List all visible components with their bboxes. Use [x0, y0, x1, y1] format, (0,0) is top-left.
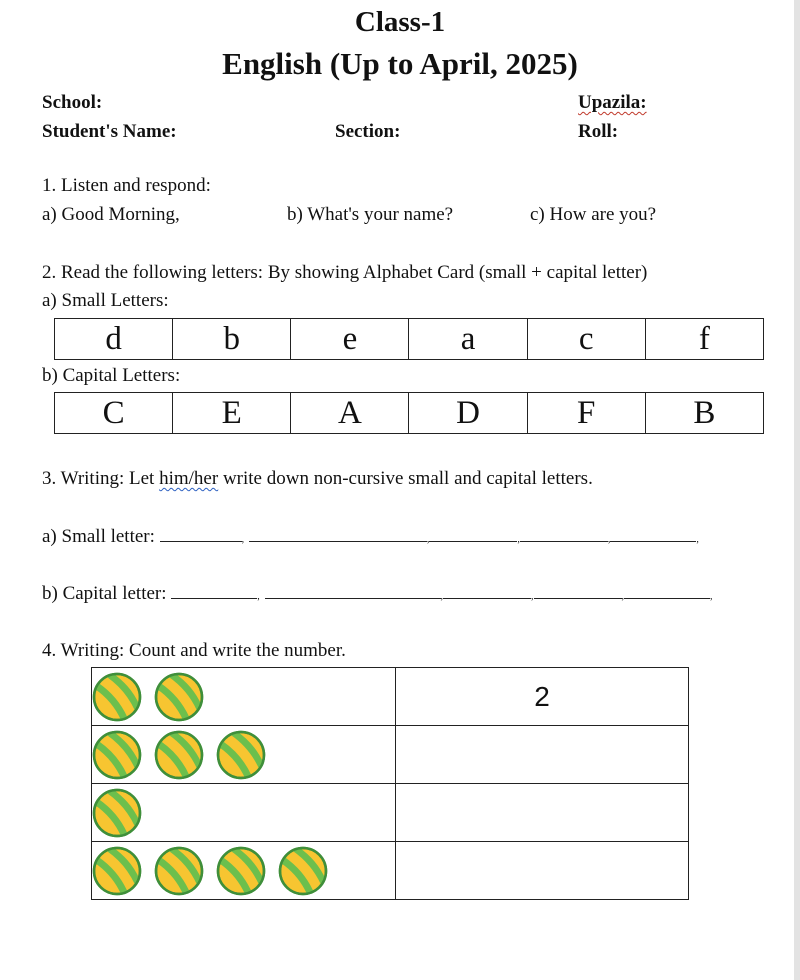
table-row: [92, 726, 689, 784]
section-label: Section:: [335, 121, 401, 142]
q3-prompt-after: write down non-cursive small and capital letters.: [218, 468, 593, 489]
answer-cell[interactable]: [396, 726, 689, 784]
answer-blank[interactable]: [624, 584, 710, 599]
letter-cell: e: [291, 319, 409, 360]
answer-blank[interactable]: [520, 527, 608, 542]
capital-letter-row: b) Capital letter: , , , , ,: [42, 583, 713, 604]
answer-cell[interactable]: 2: [396, 668, 689, 726]
q1-prompt: 1. Listen and respond:: [42, 175, 211, 196]
roll-label: Roll:: [578, 121, 619, 142]
letter-cell: f: [645, 319, 763, 360]
table-row: [92, 668, 689, 726]
q2-prompt: 2. Read the following letters: By showing Alphabet Card (small + capital letter): [42, 262, 648, 283]
balls-cell: [92, 726, 396, 784]
q4-prompt: 4. Writing: Count and write the number.: [42, 640, 346, 661]
upazila-label: Upazila:: [578, 92, 647, 113]
striped-ball-icon: [216, 730, 266, 780]
balls-cell: [92, 668, 396, 726]
letter-cell: C: [55, 393, 173, 434]
balls-cell: [92, 842, 396, 900]
letter-cell: a: [409, 319, 527, 360]
striped-ball-icon: [278, 846, 328, 896]
answer-blank[interactable]: [443, 584, 531, 599]
q3-prompt: [42, 468, 593, 490]
small-letter-row: a) Small letter: , , , , ,: [42, 526, 699, 547]
letter-cell: F: [527, 393, 645, 434]
small-letters-table: [54, 318, 764, 360]
class-title: Class-1: [354, 6, 446, 38]
striped-ball-icon: [154, 846, 204, 896]
striped-ball-icon: [92, 730, 142, 780]
q3-prompt-flagged: him/her: [159, 468, 219, 489]
answer-blank[interactable]: [171, 584, 257, 599]
striped-ball-icon: [92, 788, 142, 838]
small-letters-label: a) Small Letters:: [42, 290, 169, 311]
striped-ball-icon: [154, 672, 204, 722]
capital-letters-table: [54, 392, 764, 434]
striped-ball-icon: [92, 672, 142, 722]
letter-cell: A: [291, 393, 409, 434]
striped-ball-icon: [92, 846, 142, 896]
table-row: [92, 784, 689, 842]
answer-cell[interactable]: [396, 784, 689, 842]
answer-blank[interactable]: [249, 527, 427, 542]
answer-cell[interactable]: [396, 842, 689, 900]
letter-cell: B: [645, 393, 763, 434]
capital-letters-label: b) Capital Letters:: [42, 365, 181, 386]
answer-blank[interactable]: [265, 584, 441, 599]
letter-cell: c: [527, 319, 645, 360]
subject-title: English (Up to April, 2025): [222, 46, 578, 81]
balls-cell: [92, 784, 396, 842]
small-letter-label: a) Small letter:: [42, 526, 155, 547]
student-name-label: Student's Name:: [42, 121, 177, 142]
count-table: [91, 667, 689, 900]
answer-blank[interactable]: [610, 527, 696, 542]
capital-letter-label: b) Capital letter:: [42, 583, 167, 604]
q3-prompt-before: 3. Writing: Let: [42, 468, 160, 489]
answer-blank[interactable]: [534, 584, 622, 599]
answer-blank[interactable]: [160, 527, 242, 542]
page-edge: [794, 0, 800, 980]
striped-ball-icon: [216, 846, 266, 896]
q1-item-a: a) Good Morning,: [42, 204, 180, 225]
letter-cell: E: [173, 393, 291, 434]
answer-blank[interactable]: [429, 527, 517, 542]
letter-cell: d: [55, 319, 173, 360]
table-row: [92, 842, 689, 900]
letter-cell: b: [173, 319, 291, 360]
striped-ball-icon: [154, 730, 204, 780]
q1-item-b: b) What's your name?: [287, 204, 454, 225]
letter-cell: D: [409, 393, 527, 434]
school-label: School:: [42, 92, 103, 113]
q1-item-c: c) How are you?: [530, 204, 657, 225]
